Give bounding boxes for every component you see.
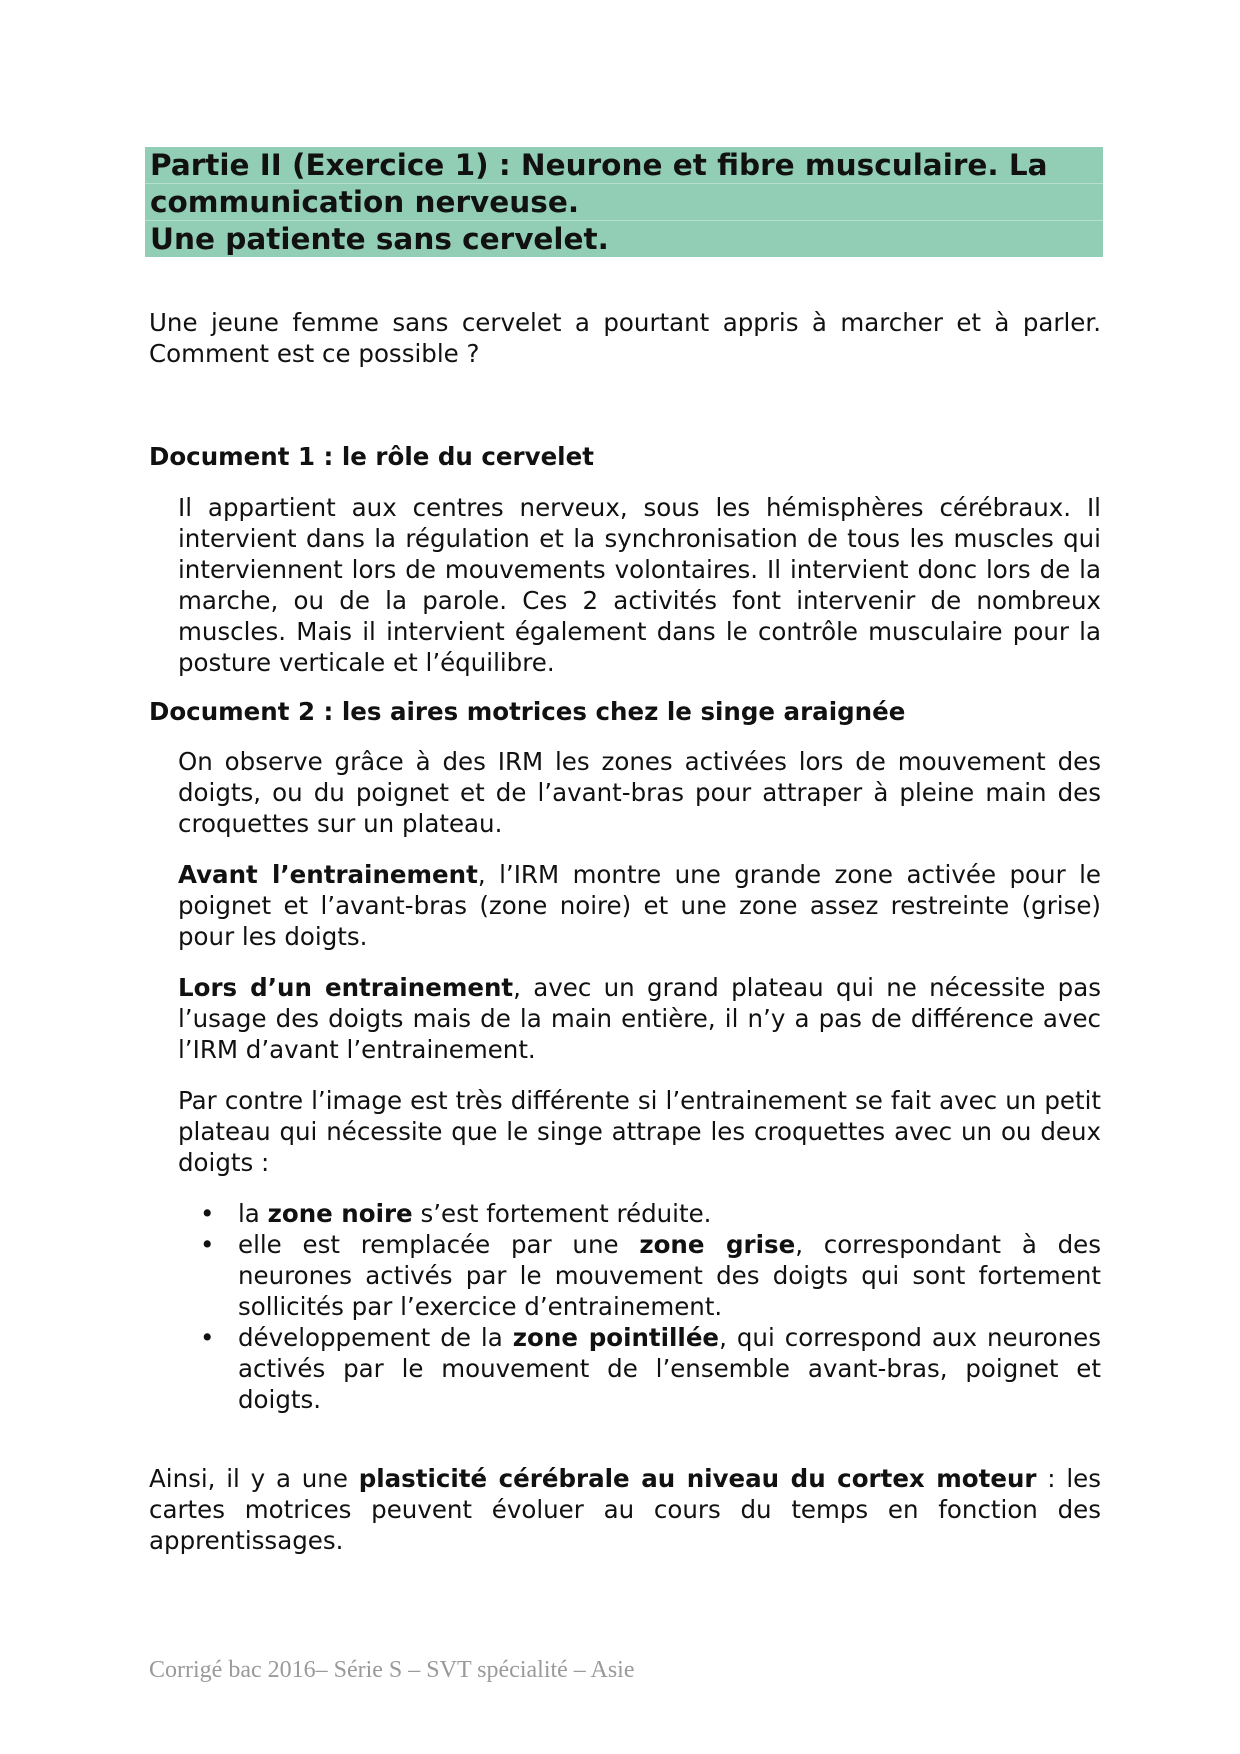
list-item-text-before: développement de la (238, 1323, 513, 1352)
list-item (178, 1198, 1101, 1229)
title-banner (145, 147, 1103, 257)
list-item-bold: zone pointillée (512, 1323, 720, 1352)
page-footer: Corrigé bac 2016– Série S – SVT spécialité – Asie (149, 1657, 635, 1683)
document-2-paragraph-4: Par contre l’image est très différente si l’entrainement se fait avec un petit plateau qui nécessite que le singe attrape les croquettes avec un ou deux doigts : (178, 1086, 1101, 1177)
list-item-text-after: , qui correspond aux neurones activés par le mouvement de l’ensemble avant-bras, poignet et doigts. (238, 1323, 1102, 1414)
list-item-text-before: elle est remplacée par une (238, 1230, 640, 1259)
list-item-text-before: la (238, 1199, 268, 1228)
document-2-paragraph-3 (178, 972, 1101, 1065)
conclusion-bold: plasticité cérébrale au niveau du cortex moteur (358, 1464, 1037, 1493)
list-item (178, 1229, 1101, 1322)
intro-paragraph: Une jeune femme sans cervelet a pourtant appris à marcher et à parler. Comment est ce possible ? (149, 308, 1101, 368)
paragraph-2-rest: , l’IRM montre une grande zone activée pour le poignet et l’avant-bras (zone noire) et une zone assez restreinte (grise) pour les doigts. (178, 860, 1102, 951)
document-2-heading: Document 2 : les aires motrices chez le singe araignée (149, 697, 906, 726)
bullet-icon: • (200, 1199, 215, 1228)
list-item-text-after: s’est fortement réduite. (412, 1199, 712, 1228)
conclusion-text-after: : les cartes motrices peuvent évoluer au cours du temps en fonction des apprentissages. (149, 1464, 1101, 1555)
emphasis-before-training: Avant l’entrainement (178, 860, 478, 889)
bullet-icon: • (200, 1323, 215, 1352)
title-line-2: communication nerveuse. (145, 183, 1103, 220)
paragraph-3-rest: , avec un grand plateau qui ne nécessite pas l’usage des doigts mais de la main entière, il n’y a pas de différence avec l’IRM d’avant l’entrainement. (178, 973, 1101, 1064)
conclusion-text-before: Ainsi, il y a une (149, 1464, 359, 1493)
title-line-1: Partie II (Exercice 1) : Neurone et fibre musculaire. La (150, 148, 1048, 182)
list-item-text-after: , correspondant à des neurones activés par le mouvement des doigts qui sont fortement sollicités par l’exercice d’entrainement. (238, 1230, 1102, 1321)
document-2-paragraph-1: On observe grâce à des IRM les zones activées lors de mouvement des doigts, ou du poignet et de l’avant-bras pour attraper à pleine main des croquettes sur un plateau. (178, 747, 1101, 838)
emphasis-during-training: Lors d’un entrainement (178, 973, 514, 1002)
title-line-3: Une patiente sans cervelet. (145, 220, 1103, 257)
observation-list (178, 1198, 1101, 1415)
document-1-heading: Document 1 : le rôle du cervelet (149, 442, 594, 471)
list-item-bold: zone grise (639, 1230, 796, 1259)
bullet-icon: • (200, 1230, 215, 1259)
document-1-text: Il appartient aux centres nerveux, sous les hémisphères cérébraux. Il intervient dans la régulation et la synchronisation de tous les muscles qui interviennent lors de mouvements volontaires. Il intervient donc lors de la marche, ou de la parole. Ces 2 activités font intervenir de nombreux muscles. Mais il intervient également dans le contrôle musculaire pour la posture verticale et l’équilibre. (178, 493, 1101, 677)
list-item-bold: zone noire (267, 1199, 413, 1228)
document-2-paragraph-2 (178, 859, 1101, 952)
conclusion-paragraph (149, 1463, 1101, 1556)
list-item (178, 1322, 1101, 1415)
